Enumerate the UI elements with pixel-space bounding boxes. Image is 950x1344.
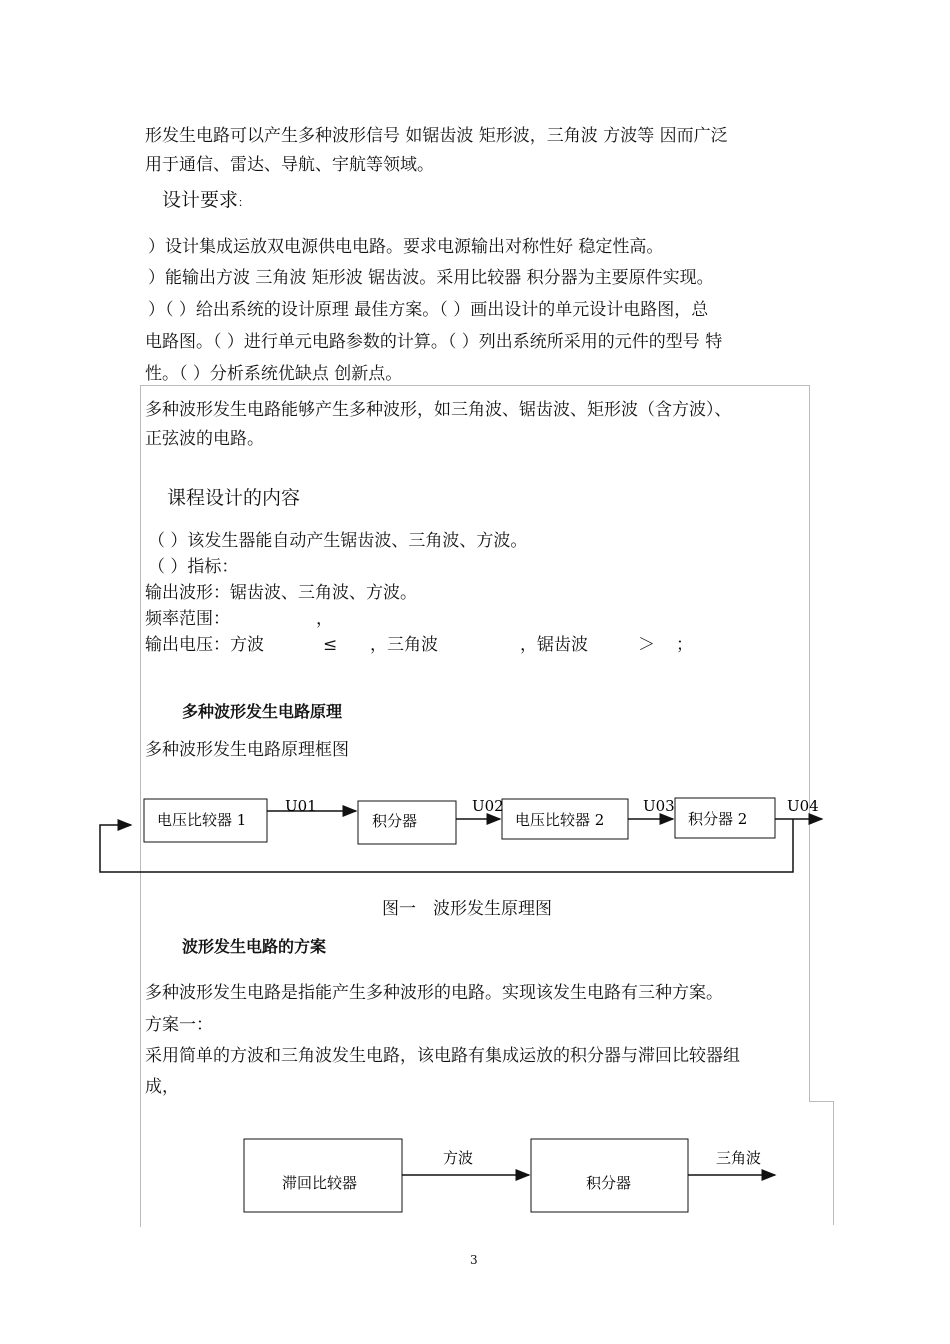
block-label-3: 电压比较器 2: [515, 811, 605, 829]
scheme-line-4: 成，: [145, 1077, 179, 1097]
volt-gt: ＞: [638, 635, 655, 655]
signal-u03: U03: [643, 797, 675, 815]
principle-subtitle: 多种波形发生电路原理框图: [145, 740, 349, 760]
requirement-item-2: ）能输出方波 三角波 矩形波 锯齿波。采用比较器 积分器为主要原件实现。: [148, 268, 714, 288]
intro-line-2: 用于通信、雷达、导航、宇航等领域。: [145, 155, 434, 175]
volt-label: 输出电压：方波: [145, 635, 264, 655]
summary-line-2: 正弦波的电路。: [145, 429, 264, 449]
block-label-4: 积分器 2: [688, 810, 748, 828]
page-number: 3: [470, 1253, 478, 1267]
scheme-line-2: 方案一：: [145, 1015, 213, 1035]
block-label-2: 积分器: [372, 812, 418, 830]
scheme-diagram: [244, 1139, 775, 1212]
scheme-signal-2: 三角波: [716, 1149, 762, 1167]
signal-u04: U04: [787, 797, 819, 815]
content-item-1: （ ）该发生器能自动产生锯齿波、三角波、方波。: [148, 531, 528, 551]
figure-caption: 图一 波形发生原理图: [382, 899, 552, 919]
volt-tri: ，三角波: [370, 635, 438, 655]
freq-label: 频率范围：: [145, 609, 230, 629]
intro-line-1: 形发生电路可以产生多种波形信号 如锯齿波 矩形波，三角波 方波等 因而广泛: [145, 126, 728, 146]
volt-saw: ，锯齿波: [520, 635, 588, 655]
signal-u01: U01: [285, 797, 317, 815]
scheme-heading: 波形发生电路的方案: [182, 937, 327, 956]
scheme-line-1: 多种波形发生电路是指能产生多种波形的电路。实现该发生电路有三种方案。: [145, 983, 723, 1003]
content-item-3: 输出波形：锯齿波、三角波、方波。: [145, 583, 417, 603]
summary-line-1: 多种波形发生电路能够产生多种波形，如三角波、锯齿波、矩形波（含方波）、: [145, 400, 732, 420]
content-item-2: （ ）指标：: [148, 557, 239, 577]
principle-heading: 多种波形发生电路原理: [182, 702, 343, 721]
principle-diagram: [100, 797, 822, 872]
requirement-item-3: ）（ ）给出系统的设计原理 最佳方案。（ ）画出设计的单元设计电路图，总: [148, 300, 709, 320]
requirement-item-1: ）设计集成运放双电源供电电路。要求电源输出对称性好 稳定性高。: [148, 237, 664, 257]
scheme-signal-1: 方波: [443, 1149, 474, 1167]
requirement-item-5: 性。（ ）分析系统优缺点 创新点。: [145, 364, 403, 384]
signal-u02: U02: [472, 797, 504, 815]
volt-end: ；: [676, 635, 693, 655]
freq-comma: ，: [316, 609, 333, 629]
content-heading: 课程设计的内容: [167, 487, 301, 509]
volt-le: ≤: [323, 635, 338, 655]
block-label-1: 电压比较器 1: [157, 811, 247, 829]
scheme-line-3: 采用简单的方波和三角波发生电路，该电路有集成运放的积分器与滞回比较器组: [145, 1046, 740, 1066]
requirement-item-4: 电路图。（ ）进行单元电路参数的计算。（ ）列出系统所采用的元件的型号 特: [145, 332, 723, 352]
scheme-block-label-1: 滞回比较器: [282, 1174, 358, 1192]
scheme-block-label-2: 积分器: [586, 1174, 632, 1192]
requirements-heading: 设计要求：: [162, 189, 250, 211]
